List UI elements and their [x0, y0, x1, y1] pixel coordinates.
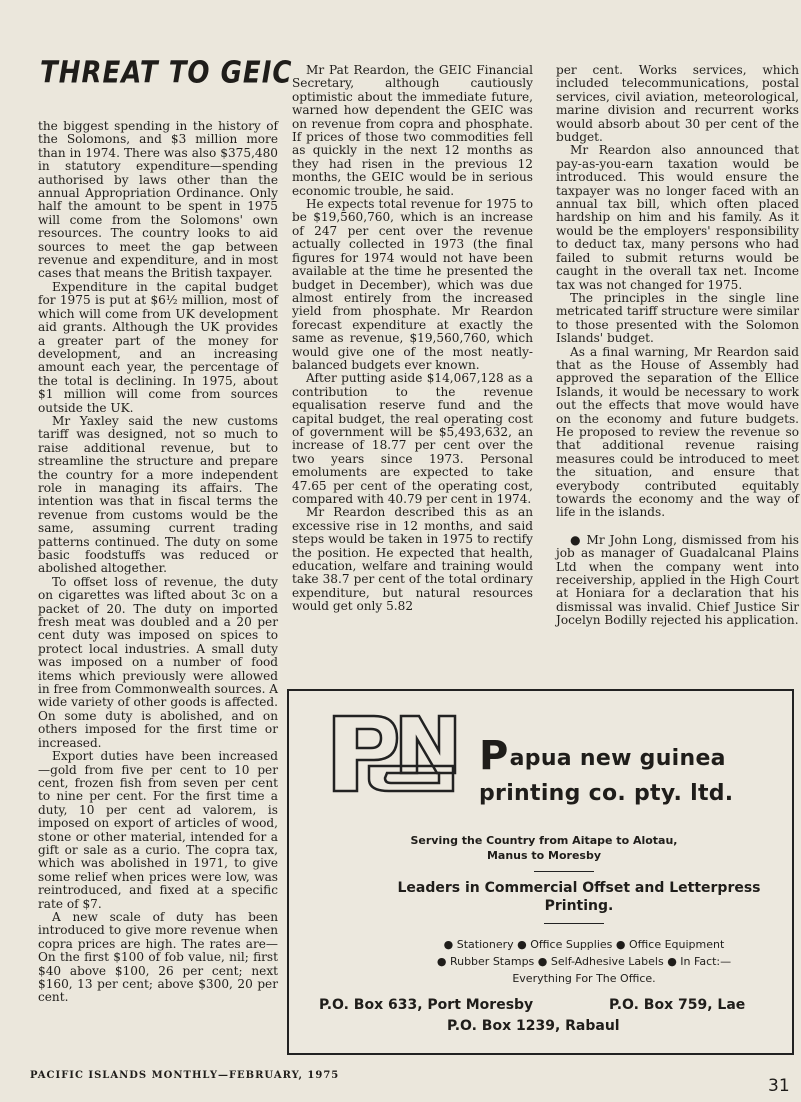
paragraph: Expenditure in the capital budget for 1975 is put at $6½ million, most of which will come from UK development aid grants. Although the UK provides a greater part of the money for development, and an increasing amount each year, the percentage of the total is declining. In 1975, about $1 million will come from sources outside the UK.	[38, 279, 278, 415]
page-footer: PACIFIC ISLANDS MONTHLY—FEBRUARY, 1975	[30, 1070, 340, 1081]
news-brief: ● Mr John Long, dismissed from his job as manager of Guadalcanal Plains Ltd when the company went into receivership, applied in the High Court at Honiara for a declaration that his dismissal was invalid. Chief Justice Sir Jocelyn Bodilly rejected his application.	[556, 532, 799, 628]
paragraph: Mr Pat Reardon, the GEIC Financial Secretary, although cautiously optimistic about the immediate future, warned how dependent the GEIC was on revenue from copra and phosphate. If prices of those two commodities fell as quickly in the next 12 months as they had risen in the previous 12 months, the GEIC would be in serious economic trouble, he said.	[292, 63, 533, 198]
paragraph: To offset loss of revenue, the duty on cigarettes was lifted about 3c on a packet of 20. The duty on imported fresh meat was doubled and a 20 per cent duty was imposed on spices to protect local industries. A small duty was imposed on a number of food items which previously were allowed in free from Commonwealth sources. A wide variety of other goods is affected. On some duty is abolished, and on others imposed for the first time or increased.	[38, 574, 279, 750]
address-port-moresby: P.O. Box 633, Port Moresby	[319, 997, 534, 1013]
paragraph: Mr Reardon described this as an excessive rise in 12 months, and said steps would be taken in 1975 to rectify the position. He expected that health, education, welfare and training would take 38.7 per cent of the total ordinary expenditure, but natural resources would get only 5.82	[292, 505, 533, 614]
paragraph: A new scale of duty has been introduced to give more revenue when copra prices are high. The rates are—On the first $100 of fob value, nil; first $40 above $100, 26 per cent; next $160, 13 per cent; above $300, 20 per cent.	[38, 909, 278, 1005]
paragraph: He expects total revenue for 1975 to be $19,560,760, which is an increase of 247 per cent over the revenue actually collected in 1973 (the final figures for 1974 would not have been available at the time he presented the budget in December), which was due almost entirely from the increased yield from phosphate. Mr Reardon forecast expenditure at exactly the same as revenue, $19,560,760, which would give one of the most neatly-balanced budgets ever known.	[292, 197, 533, 372]
article-column-3	[556, 64, 799, 628]
page-number: 31	[768, 1076, 790, 1096]
paragraph: The principles in the single line metricated tariff structure were similar to those presented with the Solomon Islands' budget.	[556, 290, 799, 346]
paragraph: Export duties have been increased —gold from five per cent to 10 per cent, frozen fish from seven per cent to nine per cent. For the first time a duty, 10 per cent ad valorem, is imposed on export of articles of wood, stone or other material, intended for a gift or sale as a curio. The copra tax, which was abolished in 1971, to give some relief when prices were low, was reintroduced, and fixed at a specific rate of $7.	[38, 749, 278, 911]
advertisement-box	[287, 689, 794, 1055]
paragraph: Mr Yaxley said the new customs tariff was designed, not so much to raise additional revenue, but to streamline the structure and prepare the country for a more independent role in managing its affairs. The intention was that in fiscal terms the revenue from customs would be the same, assuming current trading patterns continued. The duty on some basic foodstuffs was reduced or abolished altogether.	[38, 413, 278, 576]
serving-text: Serving the Country from Aitape to Alotau, Manus to Moresby	[410, 834, 678, 862]
address-rabaul: P.O. Box 1239, Rabaul	[447, 1018, 620, 1034]
paragraph: As a final warning, Mr Reardon said that as the House of Assembly had approved the separation of the Ellice Islands, it would be necessary to work out the effects that move would have on the economy and future budgets. He proposed to review the revenue so that additional revenue raising measures could be introduced to meet the situation, and ensure that everybody contributed equitably towards the economy and the way of life in the islands.	[556, 344, 799, 520]
paragraph: per cent. Works services, which included telecommunications, postal services, civil aviation, meteorological, marine division and recurrent works would absorb about 30 per cent of the budget.	[556, 63, 799, 145]
services-list: ● Stationery ● Office Supplies ● Office Equipment ● Rubber Stamps ● Self-Adhesive Labels ● In Fact:— Everything For The Office.	[436, 938, 732, 985]
png-logo-icon	[329, 696, 459, 796]
paragraph: Mr Reardon also announced that pay-as-you-earn taxation would be introduced. This would ensure the taxpayer was no longer faced with an annual tax bill, which often placed hardship on him and his family. As it would be the employers' responsibility to deduct tax, many persons who had failed to submit returns would be caught in the overall tax net. Income tax was not changed for 1975.	[556, 143, 799, 292]
divider	[544, 923, 604, 924]
company-name-line-2: printing co. pty. ltd.	[479, 781, 734, 806]
leaders-text: Leaders in Commercial Offset and Letterpress Printing.	[397, 880, 761, 914]
divider	[534, 871, 594, 872]
article-column-2	[292, 64, 533, 614]
company-name-line-1: Papua new guinea	[479, 733, 726, 779]
paragraph: the biggest spending in the history of the Solomons, and $3 million more than in 1974. There was also $375,480 in statutory expenditure—spending authorised by laws other than the annual Appropriation Ordinance. Only half the amount to be spent in 1975 will come from the Solomons' own resources. The country looks to aid sources to meet the gap between revenue and expenditure, and in most cases that means the British taxpayer.	[38, 119, 278, 281]
address-lae: P.O. Box 759, Lae	[609, 997, 746, 1013]
headline: THREAT TO GEIC	[40, 56, 293, 91]
article-column-1	[38, 120, 278, 1005]
logo-letters: PNG	[329, 696, 367, 715]
paragraph: After putting aside $14,067,128 as a contribution to the revenue equalisation reserve fund and the capital budget, the real operating cost of government will be $5,493,632, an increase of 18.77 per cent over the two years since 1973. Personal emoluments are expected to take 47.65 per cent of the operating cost, compared with 40.79 per cent in 1974.	[292, 371, 533, 506]
